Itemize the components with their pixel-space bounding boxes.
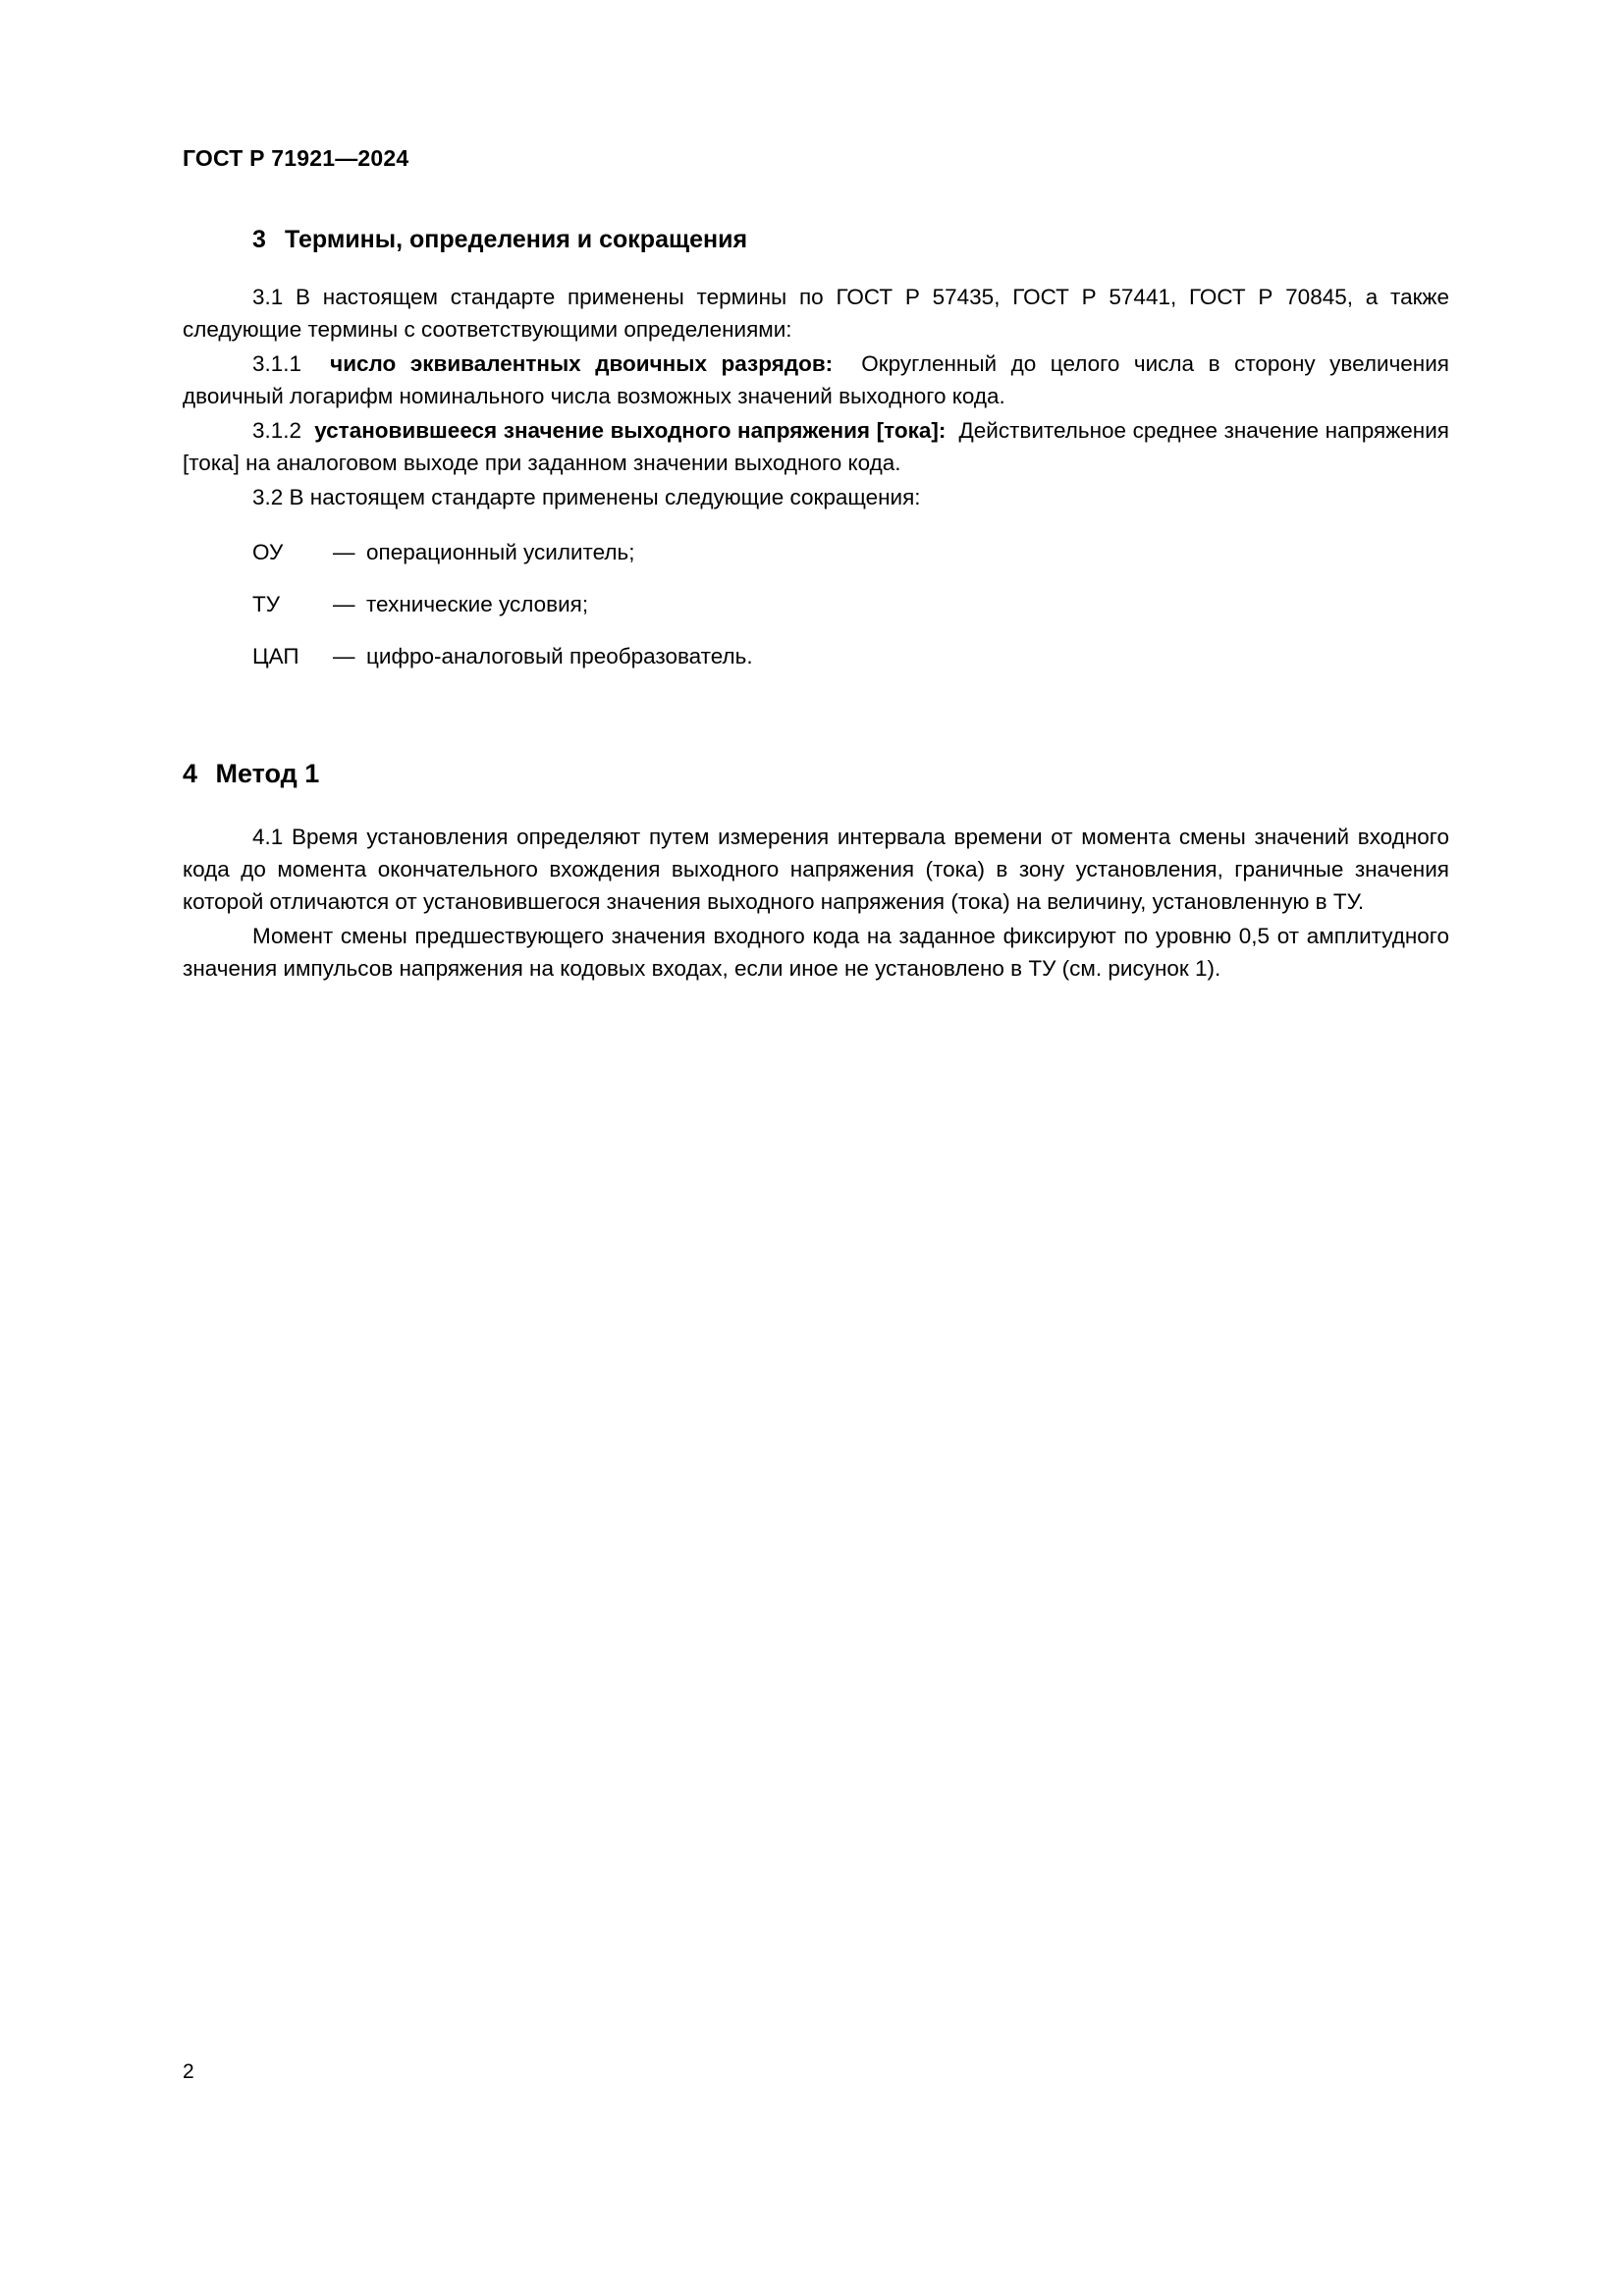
paragraph-4-1: 4.1 Время установления определяют путем измерения интервала времени от момента смены значений входного кода до момента окончательного вхождения выходного напряжения (тока) в зону установления, граничные значения которой отличаются от установившегося значения выходного напряжения (тока) на величину, установленную в ТУ. [183,824,1449,914]
clause-3-1-1-definition: Округленный до целого числа в сторону увеличения двоичный логарифм номинального числа возможных значений выходного кода. [183,351,1449,409]
section-4-heading [183,757,1449,791]
clause-3-1-1-term: число эквивалентных двоичных разрядов: [330,351,834,377]
abbreviation-dash: — [333,643,355,668]
clause-3-1-2-number: 3.1.2 [252,418,302,444]
abbreviation-dash: — [333,539,355,564]
paragraph-3-2: 3.2 В настоящем стандарте применены следующие сокращения: [252,485,921,510]
section-4-number: 4 [183,758,198,788]
abbreviation-key: ЦАП [252,643,299,668]
abbreviation-key: ОУ [252,539,284,564]
abbreviation-value: цифро-аналоговый преобразователь. [366,643,753,668]
paragraph-4-2: Момент смены предшествующего значения входного кода на заданное фиксируют по уровню 0,5 от амплитудного значения импульсов напряжения на кодовых входах, если иное не установлено в ТУ (см. рисунок 1). [183,924,1449,982]
paragraph-3-1-1 [183,347,1449,412]
abbreviation-value: технические условия; [366,591,589,616]
section-4-body [183,821,1449,985]
clause-3-1-2-definition: Действительное среднее значение напряжения [тока] на аналоговом выходе при заданном значении выходного кода. [183,418,1449,476]
abbreviations-list [183,536,1449,672]
section-4-title: Метод 1 [215,758,320,788]
section-3-title: Термины, определения и сокращения [284,225,748,253]
list-item [183,588,1449,620]
list-item [183,536,1449,568]
clause-3-1-2-term: установившееся значение выходного напряжения [тока]: [314,418,947,444]
section-3-heading [183,224,1449,256]
clause-3-1-1-number: 3.1.1 [252,351,302,377]
page-content [183,145,1449,987]
paragraph-3-1: 3.1 В настоящем стандарте применены термины по ГОСТ Р 57435, ГОСТ Р 57441, ГОСТ Р 70845, а также следующие термины с соответствующими определениями: [183,285,1449,343]
abbreviation-dash: — [333,591,355,616]
list-item [183,640,1449,672]
running-header: ГОСТ Р 71921—2024 [183,145,409,171]
page-number: 2 [183,2060,194,2083]
abbreviation-value: операционный усилитель; [366,539,635,564]
paragraph-3-1-2 [183,414,1449,479]
section-3-number: 3 [252,225,266,253]
abbreviation-key: ТУ [252,591,281,616]
